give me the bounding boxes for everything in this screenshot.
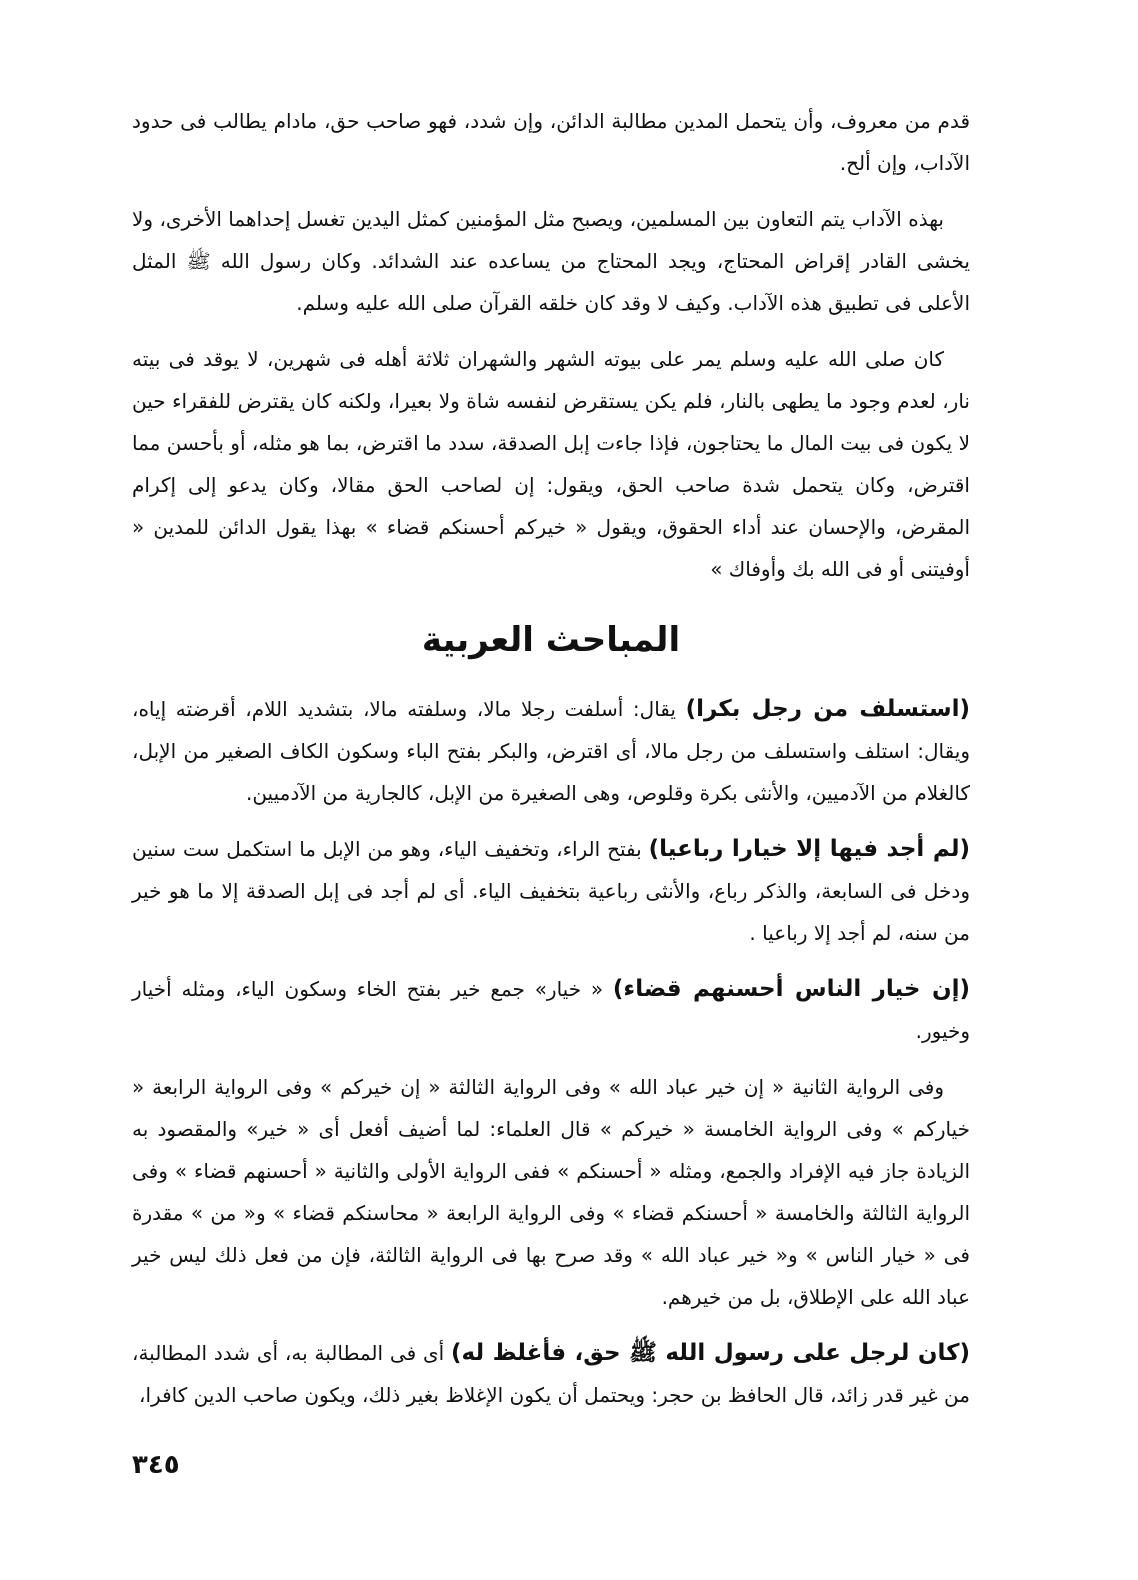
entry-3-term: (إن خيار الناس أحسنهم قضاء)	[612, 976, 970, 1002]
entry-4-term: (كان لرجل على رسول الله ﷺ حق، فأغلظ له)	[451, 1340, 970, 1366]
entry-3-text: « خيار» جمع خير بفتح الخاء وسكون الياء، ومثله أخيار وخيور.	[132, 977, 970, 1043]
entry-2-term: (لم أجد فيها إلا خيارا رباعيا)	[648, 836, 970, 862]
paragraph-2: بهذه الآداب يتم التعاون بين المسلمين، ويصبح مثل المؤمنين كمثل اليدين تغسل إحداهما الأخرى، ولا يخشى القادر إقراض المحتاج، ويجد المحتاج من يساعده عند الشدائد. وكان رسول الله ﷺ المثل الأعلى فى تطبيق هذه الآداب. وكيف لا وقد كان خلقه القرآن صلى الله عليه وسلم.	[132, 207, 970, 315]
entry-2	[132, 828, 970, 954]
page-number: ٣٤٥	[132, 1450, 180, 1480]
entry-4-text: أى فى المطالبة به، أى شدد المطالبة، من غير قدر زائد، قال الحافظ بن حجر: ويحتمل أن يكون الإغلاظ بغير ذلك، ويكون صاحب الدين كافرا،	[132, 1341, 970, 1407]
entry-1	[132, 688, 970, 814]
entry-4	[132, 1332, 970, 1416]
entry-3	[132, 968, 970, 1052]
entry-1-term: (استسلف من رجل بكرا)	[685, 696, 970, 722]
paragraph-riwaya: وفى الرواية الثانية « إن خير عباد الله » وفى الرواية الثالثة « إن خيركم » وفى الرواية الرابعة « خياركم » وفى الرواية الخامسة « خيركم » قال العلماء: لما أضيف أفعل أى « خير» والمقصود به الزيادة جاز فيه الإفراد والجمع، ومثله « أحسنكم » ففى الرواية الأولى والثانية « أحسنهم قضاء » وفى الرواية الثالثة والخامسة « أحسنكم قضاء » وفى الرواية الرابعة « محاسنكم قضاء » و« من » مقدرة فى « خيار الناس » و« خير عباد الله » وقد صرح بها فى الرواية الثالثة، فإن من فعل ذلك ليس خير عباد الله على الإطلاق، بل من خيرهم.	[132, 1075, 970, 1309]
paragraph-1: قدم من معروف، وأن يتحمل المدين مطالبة الدائن، وإن شدد، فهو صاحب حق، مادام يطالب فى حدود الآداب، وإن ألح.	[132, 109, 970, 175]
section-heading: المباحث العربية	[421, 620, 681, 660]
page-body	[132, 100, 970, 1430]
entry-2-text: بفتح الراء، وتخفيف الياء، وهو من الإبل ما استكمل ست سنين ودخل فى السابعة، والذكر رباع، والأنثى رباعية بتخفيف الياء. أى لم أجد فى إبل الصدقة إلا ما هو خير من سنه، لم أجد إلا رباعيا .	[132, 837, 970, 945]
paragraph-3: كان صلى الله عليه وسلم يمر على بيوته الشهر والشهران ثلاثة أهله فى شهرين، لا يوقد فى بيته نار، لعدم وجود ما يطهى بالنار، فلم يكن يستقرض لنفسه شاة ولا بعيرا، ولكنه كان يقترض للفقراء حين لا يكون فى بيت المال ما يحتاجون، فإذا جاءت إبل الصدقة، سدد ما اقترض، بما هو مثله، أو بأحسن مما اقترض، وكان يتحمل شدة صاحب الحق، ويقول: إن لصاحب الحق مقالا، وكان يدعو إلى إكرام المقرض، والإحسان عند أداء الحقوق، ويقول « خيركم أحسنكم قضاء » بهذا يقول الدائن للمدين « أوفيتنى أو فى الله بك وأوفاك »	[132, 347, 970, 581]
entry-1-text: يقال: أسلفت رجلا مالا، وسلفته مالا، بتشديد اللام، أقرضته إياه، ويقال: استلف واستسلف من رجل مالا، أى اقترض، والبكر بفتح الباء وسكون الكاف الصغير من الإبل، كالغلام من الآدميين، والأنثى بكرة وقلوص، وهى الصغيرة من الإبل، كالجارية من الآدميين.	[132, 697, 970, 805]
